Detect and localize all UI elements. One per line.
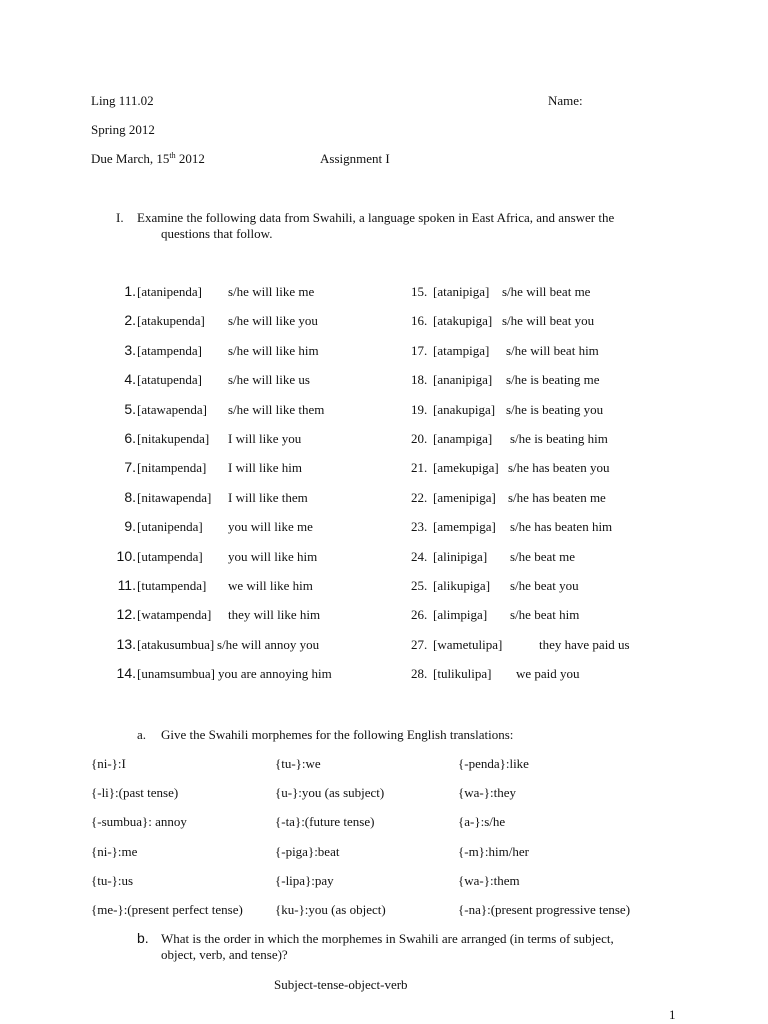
morpheme-cell: {-na}:(present progressive tense) (458, 902, 631, 917)
section-instruction-line1: Examine the following data from Swahili, a language spoken in East Africa, and answer the (137, 210, 615, 225)
morpheme-cell: {-ta}:(future tense) (275, 814, 375, 829)
entry-number: 6. (124, 430, 136, 446)
entry-number: 16. (411, 313, 428, 328)
entry-gloss: s/he beat me (510, 549, 575, 564)
entry-number: 14. (116, 665, 136, 681)
entry-number: 15. (411, 284, 428, 299)
morpheme-cell: {-penda}:like (458, 756, 529, 771)
entry-number: 13. (116, 636, 136, 652)
entry-gloss: they will like him (228, 607, 321, 622)
entry-gloss: I will like them (228, 490, 308, 505)
morpheme-cell: {tu-}:we (275, 756, 321, 771)
entry-number: 25. (411, 578, 428, 593)
entry-form: [tutampenda] (137, 578, 207, 593)
entry-form: [unamsumbua] (137, 666, 215, 681)
entry-form: [utampenda] (137, 549, 203, 564)
entry-number: 26. (411, 607, 428, 622)
morpheme-cell: {wa-}:they (458, 785, 516, 800)
entry-number: 27. (411, 637, 428, 652)
entry-gloss: you will like him (228, 549, 318, 564)
entry-gloss: s/he beat him (510, 607, 580, 622)
question-a-label: a. (137, 727, 147, 742)
entry-gloss: s/he will beat me (502, 284, 591, 299)
entry-number: 17. (411, 343, 428, 358)
entry-gloss: s/he is beating me (506, 372, 600, 387)
entry-gloss: s/he will like me (228, 284, 315, 299)
morpheme-cell: {me-}:(present perfect tense) (91, 902, 243, 917)
entry-gloss: I will like him (228, 460, 303, 475)
entry-number: 22. (411, 490, 428, 505)
entry-gloss: s/he will like us (228, 372, 310, 387)
entry-number: 1. (124, 283, 136, 299)
entry-gloss: we will like him (228, 578, 313, 593)
due-date-year: 2012 (175, 151, 205, 166)
entry-gloss: s/he is beating him (510, 431, 608, 446)
entry-number: 4. (124, 371, 136, 387)
section-numeral: I. (116, 210, 124, 225)
entry-gloss: s/he has beaten me (508, 490, 606, 505)
entry-gloss: s/he has beaten him (510, 519, 613, 534)
morpheme-cell: {u-}:you (as subject) (275, 785, 385, 800)
entry-form: [tulikulipa] (433, 666, 492, 681)
entry-number: 12. (116, 606, 136, 622)
question-b-line1: What is the order in which the morphemes in Swahili are arranged (in terms of subject, (161, 931, 614, 946)
entry-gloss: s/he will beat you (502, 313, 595, 328)
entry-form: [nitakupenda] (137, 431, 210, 446)
entry-form: [nitampenda] (137, 460, 207, 475)
term: Spring 2012 (91, 122, 155, 137)
entry-number: 19. (411, 402, 428, 417)
entry-number: 7. (124, 459, 136, 475)
entry-number: 3. (124, 342, 136, 358)
course-code: Ling 111.02 (91, 93, 154, 108)
entry-form: [utanipenda] (137, 519, 203, 534)
page-number: 1 (669, 1007, 676, 1022)
entry-number: 24. (411, 549, 428, 564)
entry-form: [ananipiga] (433, 372, 493, 387)
entry-gloss: s/he will annoy you (217, 637, 320, 652)
entry-gloss: we paid you (516, 666, 580, 681)
entry-number: 2. (124, 312, 136, 328)
morpheme-cell: {-sumbua}: annoy (91, 814, 187, 829)
morpheme-cell: {ni-}:me (91, 844, 138, 859)
entry-gloss: s/he is beating you (506, 402, 604, 417)
entry-form: [atakupenda] (137, 313, 205, 328)
entry-form: [atampiga] (433, 343, 490, 358)
entry-form: [amekupiga] (433, 460, 499, 475)
entry-form: [atawapenda] (137, 402, 208, 417)
entry-form: [amempiga] (433, 519, 496, 534)
entry-form: [atanipiga] (433, 284, 490, 299)
entry-form: [atakupiga] (433, 313, 493, 328)
question-b-answer: Subject-tense-object-verb (274, 977, 408, 992)
entry-gloss: they have paid us (539, 637, 630, 652)
entry-number: 9. (124, 518, 136, 534)
entry-gloss: s/he will like him (228, 343, 319, 358)
morpheme-cell: {-lipa}:pay (275, 873, 334, 888)
entry-gloss: you will like me (228, 519, 313, 534)
due-date (91, 152, 205, 165)
entry-form: [watampenda] (137, 607, 212, 622)
entry-number: 10. (116, 548, 136, 564)
morpheme-cell: {ku-}:you (as object) (275, 902, 386, 917)
morpheme-cell: {-li}:(past tense) (91, 785, 179, 800)
entry-gloss: you are annoying him (218, 666, 332, 681)
entry-form: [wametulipa] (433, 637, 503, 652)
entry-form: [anakupiga] (433, 402, 496, 417)
entry-number: 11. (117, 577, 136, 593)
morpheme-cell: {-piga}:beat (275, 844, 340, 859)
entry-number: 5. (124, 401, 136, 417)
morpheme-cell: {wa-}:them (458, 873, 520, 888)
entry-gloss: s/he will like you (228, 313, 318, 328)
due-date-ordinal: th (169, 151, 176, 160)
entry-number: 28. (411, 666, 428, 681)
name-label: Name: (548, 93, 583, 108)
morpheme-cell: {tu-}:us (91, 873, 134, 888)
entry-form: [alimpiga] (433, 607, 488, 622)
question-a-text: Give the Swahili morphemes for the following English translations: (161, 727, 514, 742)
entry-form: [amenipiga] (433, 490, 496, 505)
entry-number: 20. (411, 431, 428, 446)
morpheme-cell: {a-}:s/he (458, 814, 506, 829)
entry-gloss: s/he has beaten you (508, 460, 610, 475)
assignment-title: Assignment I (320, 151, 390, 166)
morpheme-cell: {ni-}:I (91, 756, 126, 771)
entry-form: [anampiga] (433, 431, 493, 446)
entry-form: [alikupiga] (433, 578, 491, 593)
entry-form: [alinipiga] (433, 549, 488, 564)
entry-gloss: s/he will beat him (506, 343, 599, 358)
entry-gloss: s/he beat you (510, 578, 579, 593)
section-instruction-line2: questions that follow. (161, 226, 273, 241)
entry-form: [atatupenda] (137, 372, 202, 387)
entry-form: [nitawapenda] (137, 490, 212, 505)
entry-form: [atakusumbua] (137, 637, 215, 652)
entry-gloss: s/he will like them (228, 402, 325, 417)
entry-gloss: I will like you (228, 431, 302, 446)
entry-number: 23. (411, 519, 428, 534)
entry-form: [atampenda] (137, 343, 202, 358)
entry-number: 8. (124, 489, 136, 505)
entry-number: 21. (411, 460, 428, 475)
entry-number: 18. (411, 372, 428, 387)
morpheme-cell: {-m}:him/her (458, 844, 529, 859)
entry-form: [atanipenda] (137, 284, 202, 299)
due-date-prefix: Due March, 15 (91, 151, 170, 166)
question-b-line2: object, verb, and tense)? (161, 947, 288, 962)
question-b-label: b. (137, 930, 149, 946)
